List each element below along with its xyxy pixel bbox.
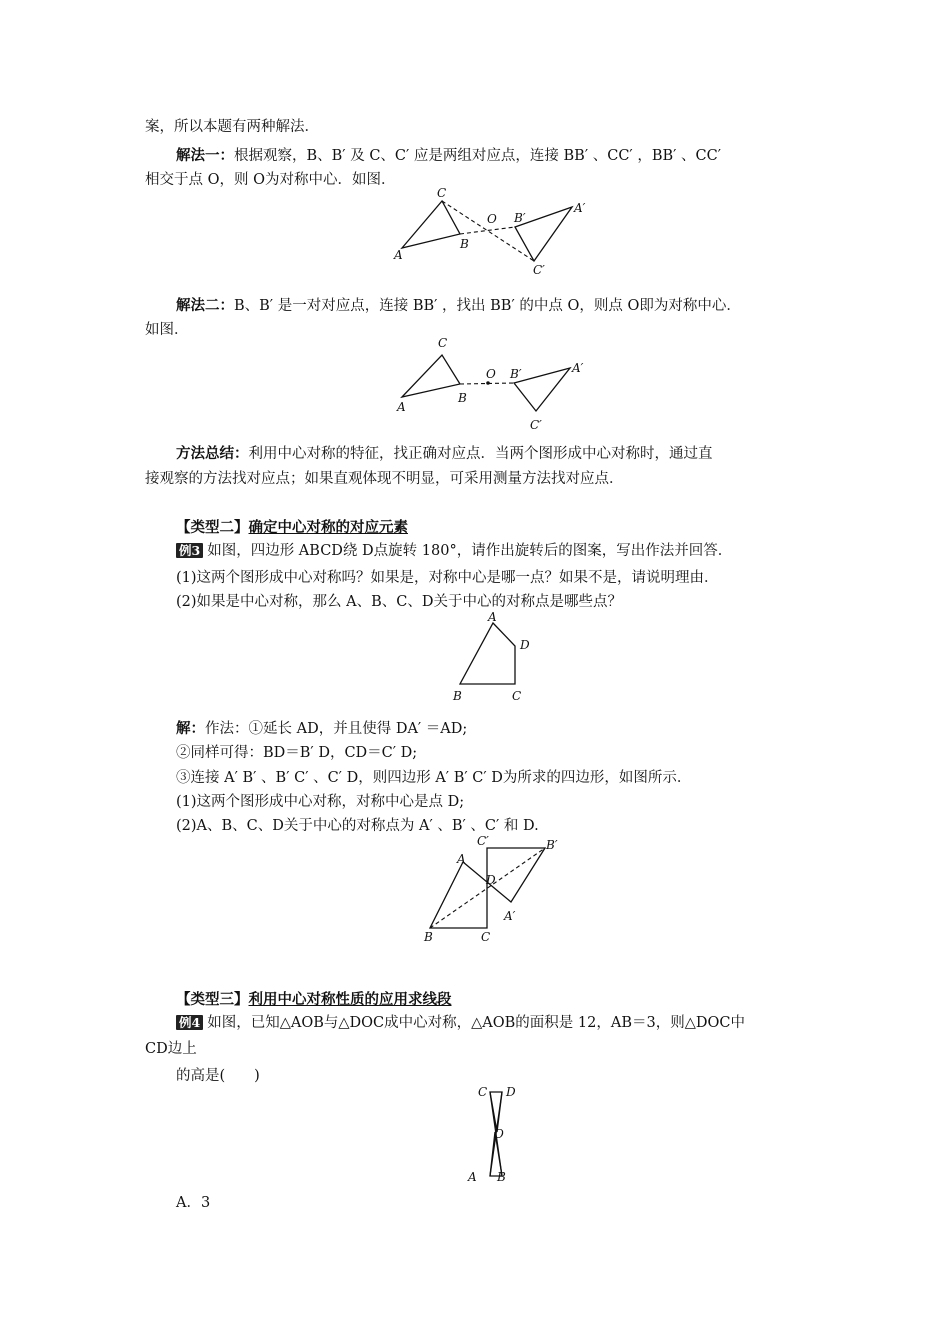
solution-one-label: 解法一：: [176, 147, 234, 164]
triangle-doc: [490, 1092, 502, 1132]
example-4-problem: 如图，已知△AOB与△DOC成中心对称，△AOB的面积是 12，AB＝3，则△DOC中: [207, 1015, 745, 1031]
label-c: C: [481, 930, 491, 944]
solution-one-text-2: 相交于点 O，则 O为对称中心．如图．: [145, 172, 396, 188]
label-a: A: [457, 852, 466, 866]
answer-step-2: ②同样可得：BD＝B′ D，CD＝C′ D;: [176, 745, 418, 761]
triangle-abc: [402, 201, 460, 248]
solution-two-text-2: 如图．: [145, 322, 189, 338]
figure-4: [415, 832, 575, 947]
answer-step-1: [176, 719, 467, 739]
label-cp: C′: [530, 418, 542, 432]
answer-1: (1)这两个图形成中心对称，对称中心是点 D;: [176, 794, 465, 810]
label-d: D: [520, 638, 530, 652]
segment-bbp: [460, 227, 515, 234]
question-1: (1)这两个图形成中心对称吗？如果是，对称中心是哪一点？如果不是，请说明理由．: [176, 570, 719, 586]
intro-line: 案，所以本题有两种解法．: [145, 119, 319, 135]
label-o: O: [494, 1127, 504, 1141]
type-three-bracket: 【类型三】: [176, 991, 249, 1008]
figure-5: [460, 1078, 530, 1188]
answer-2: (2)A、B、C、D关于中心的对称点为 A′ 、B′ 、C′ 和 D.: [176, 818, 539, 834]
type-two-bracket: 【类型二】: [176, 519, 249, 536]
figure-3: [445, 608, 540, 705]
type-two-heading: [176, 518, 408, 538]
label-cp: C′: [477, 834, 489, 848]
label-a: A: [394, 248, 403, 262]
option-a: A．3: [176, 1195, 211, 1211]
quadrilateral-abcd: [430, 862, 487, 928]
label-cp: C′: [533, 263, 545, 275]
label-c: C: [512, 689, 522, 703]
label-bp: B′: [546, 838, 558, 852]
type-three-heading: [176, 990, 452, 1010]
midpoint-o: [486, 381, 490, 385]
label-d: D: [486, 873, 496, 887]
label-a: A: [468, 1170, 477, 1184]
question-2: (2)如果是中心对称，那么 A、B、C、D关于中心的对称点是哪些点？: [176, 594, 622, 610]
answer-label: 解：: [176, 720, 205, 737]
example-4-tag: 例4: [176, 1015, 203, 1030]
label-b: B: [458, 391, 467, 405]
triangle-apbpcp: [514, 368, 570, 411]
method-summary: [176, 444, 713, 464]
label-d: D: [506, 1085, 516, 1099]
label-ap: A′: [572, 361, 584, 375]
label-b: B: [424, 930, 433, 944]
method-summary-text-2: 接观察的方法找对应点；如果直观体现不明显，可采用测量方法找对应点．: [145, 471, 624, 487]
label-bp: B′: [514, 211, 526, 225]
quadrilateral-apbpcpd: [487, 848, 545, 902]
triangle-abc: [402, 355, 460, 397]
solution-one-text: 根据观察，B、B′ 及 C、C′ 应是两组对应点，连接 BB′ 、CC′ ，BB′ 、CC′: [234, 148, 722, 164]
method-summary-text: 利用中心对称的特征，找正确对应点．当两个图形成中心对称时，通过直: [248, 446, 713, 462]
type-three-title: 利用中心对称性质的应用求线段: [248, 991, 452, 1008]
example-3-problem: 如图，四边形 ABCD绕 D点旋转 180°，请作出旋转后的图案，写出作法并回答．: [207, 543, 733, 559]
solution-one: [176, 146, 721, 166]
label-a: A: [397, 400, 406, 414]
label-ap: A′: [574, 201, 586, 215]
example-3-tag: 例3: [176, 543, 203, 558]
solution-two-label: 解法二：: [176, 297, 234, 314]
answer-step-3: ③连接 A′ B′ 、B′ C′ 、C′ D，则四边形 A′ B′ C′ D为所求的四边形，如图所示．: [176, 770, 692, 786]
label-a: A: [488, 610, 497, 624]
example-4: [176, 1013, 745, 1033]
label-b: B: [460, 237, 469, 251]
label-c: C: [437, 186, 447, 200]
example-4-problem-2: CD边上: [145, 1041, 197, 1057]
example-4-problem-3: 的高是( ): [176, 1068, 260, 1084]
solution-two-text: B、B′ 是一对对应点，连接 BB′ ，找出 BB′ 的中点 O，则点 O即为对称中心．: [234, 298, 741, 314]
solution-two: [176, 296, 741, 316]
label-ap: A′: [504, 909, 516, 923]
figure-2: [390, 335, 600, 435]
label-b: B: [453, 689, 462, 703]
answer-step-1-text: 作法：①延长 AD，并且使得 DA′ ＝AD;: [205, 721, 468, 737]
label-c: C: [478, 1085, 488, 1099]
type-two-title: 确定中心对称的对应元素: [248, 519, 408, 536]
label-o: O: [487, 212, 497, 226]
method-summary-label: 方法总结：: [176, 445, 249, 462]
label-c: C: [438, 336, 448, 350]
label-bp: B′: [510, 367, 522, 381]
quadrilateral-abcd: [460, 623, 515, 684]
label-b: B: [497, 1170, 506, 1184]
figure-1: [390, 185, 600, 275]
example-3: [176, 541, 732, 561]
label-o: O: [486, 367, 496, 381]
segment-ccp: [442, 201, 534, 261]
